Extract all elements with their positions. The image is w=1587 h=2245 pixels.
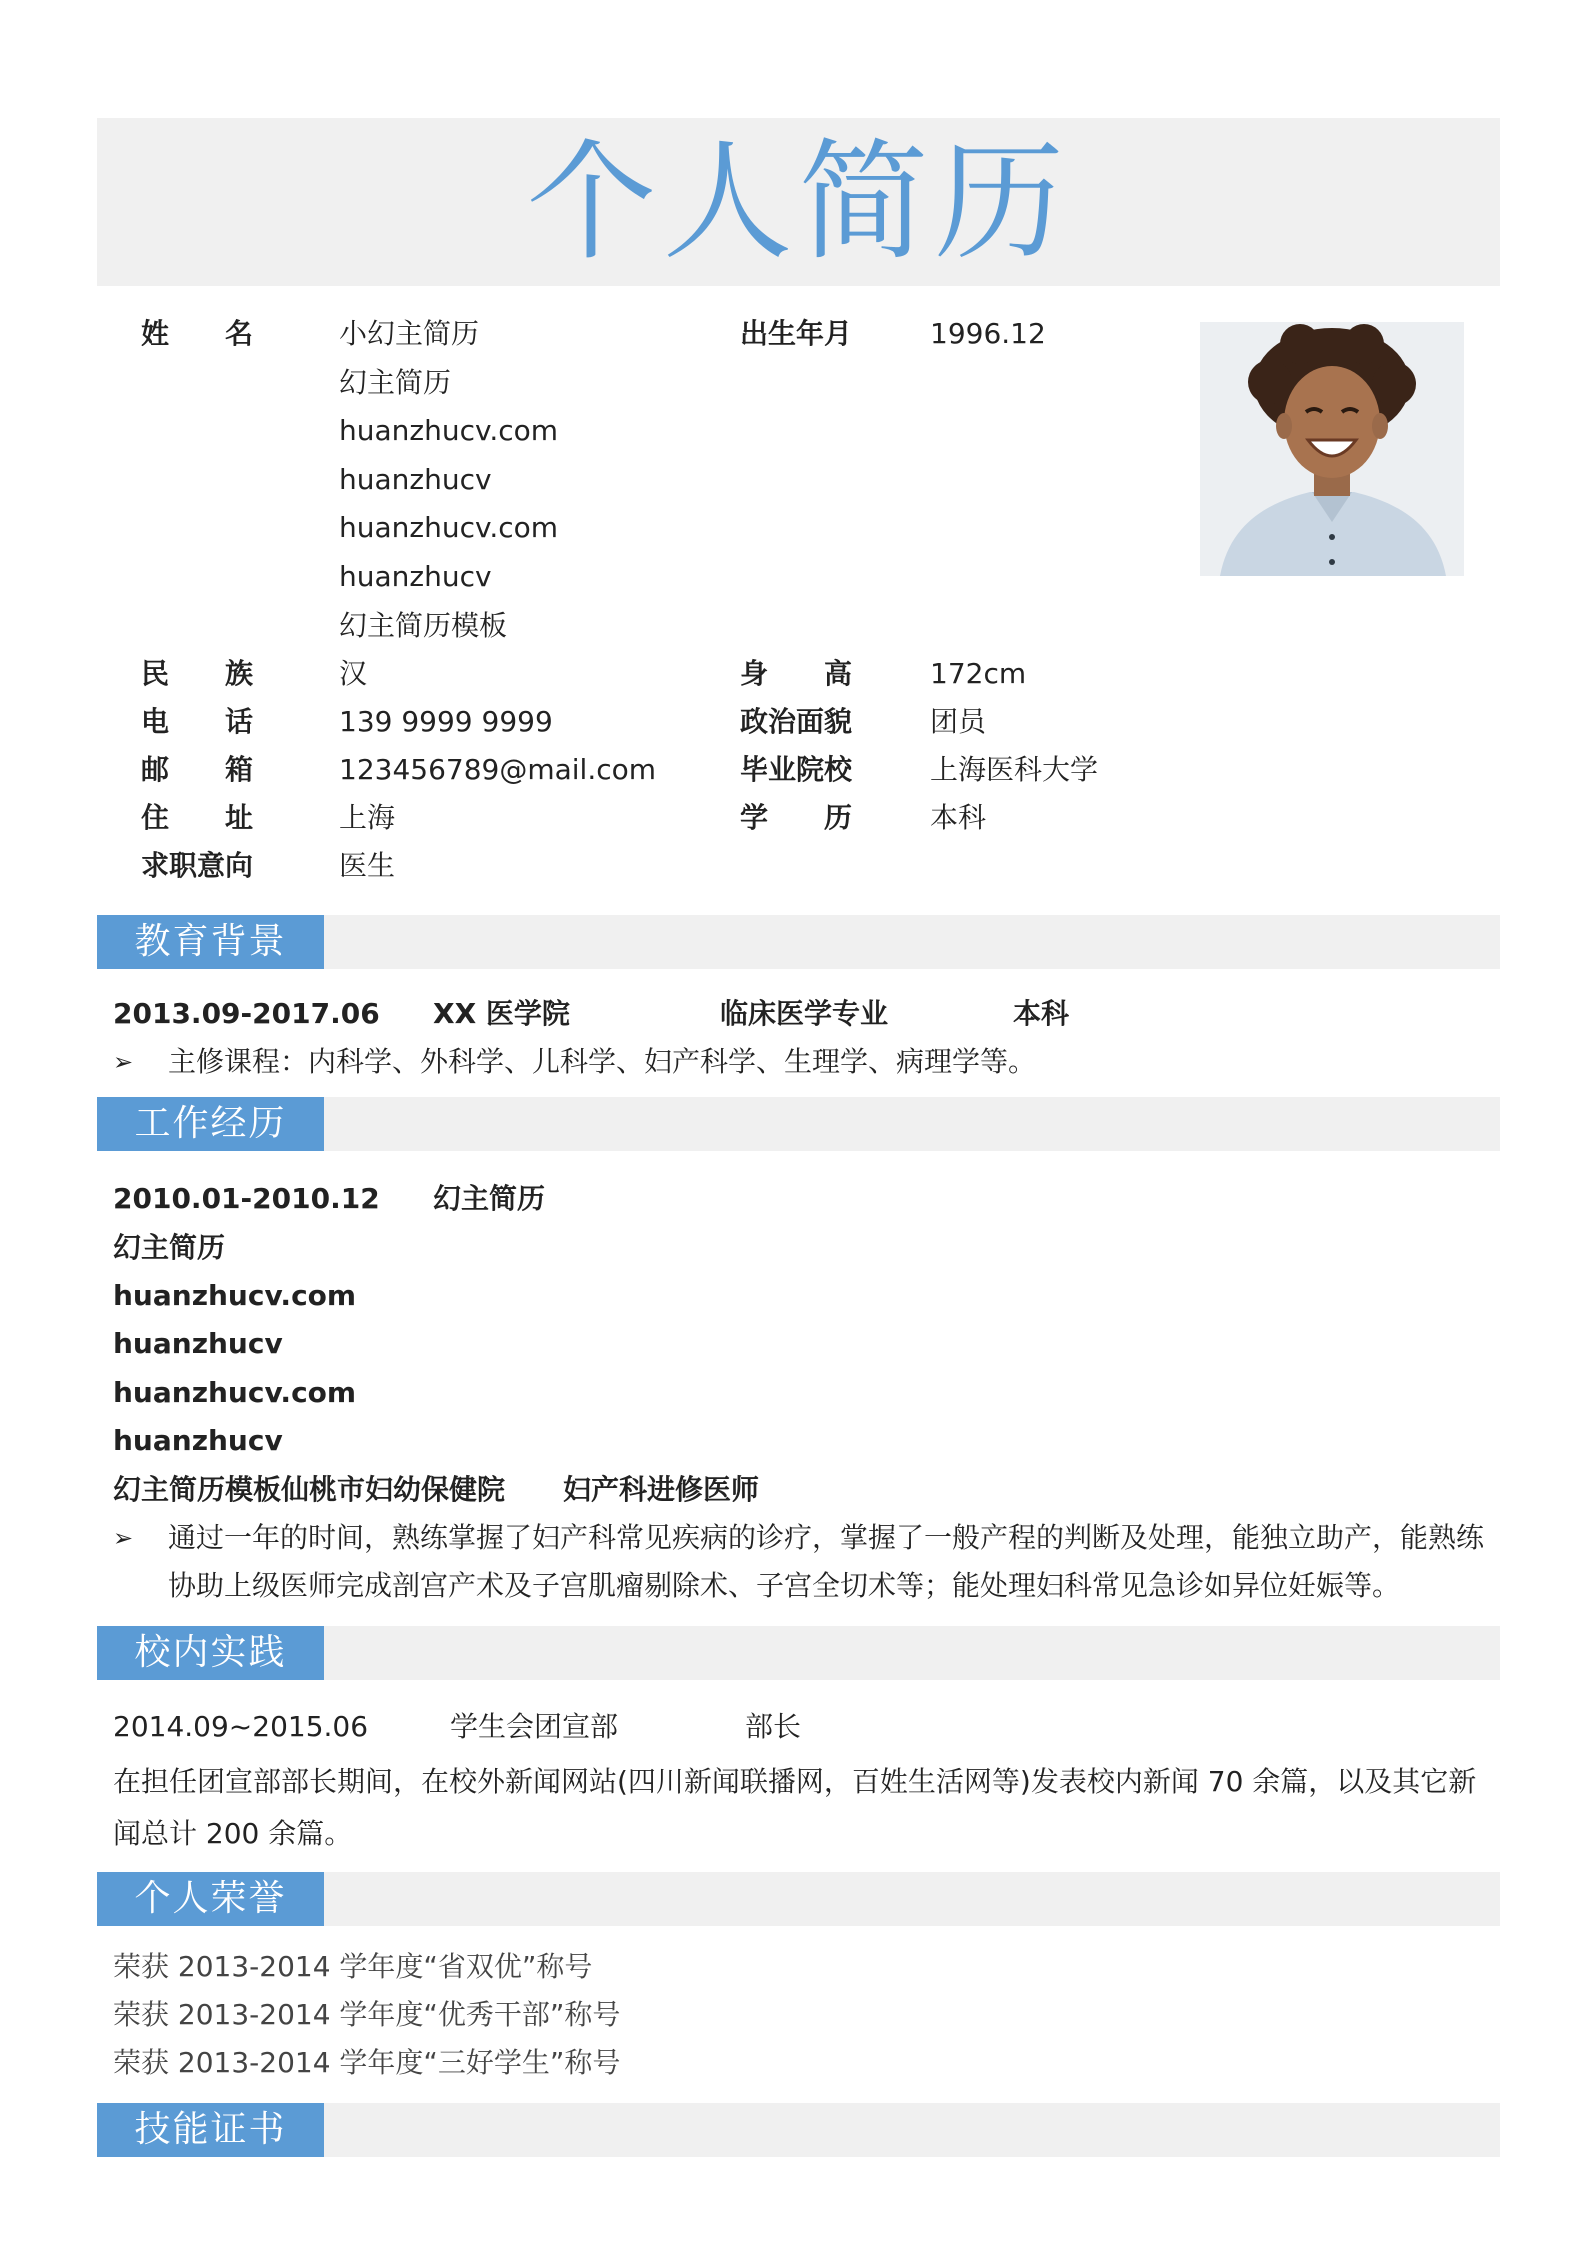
campus-period: 2014.09~2015.06 — [113, 1710, 369, 1743]
phone-value: 139 9999 9999 — [339, 705, 553, 738]
school-label: 毕业院校 — [740, 753, 853, 786]
intent-label: 求职意向 — [141, 849, 254, 882]
work-line: huanzhucv.com — [113, 1279, 357, 1312]
intent-value: 医生 — [339, 849, 396, 882]
honor-item: 荣获 2013-2014 学年度“优秀干部”称号 — [113, 1998, 621, 2031]
section-skills — [97, 2103, 1500, 2157]
work-period: 2010.01-2010.12 — [113, 1182, 380, 1215]
honor-item: 荣获 2013-2014 学年度“省双优”称号 — [113, 1950, 593, 1983]
work-line: huanzhucv — [113, 1424, 283, 1457]
degree-value: 本科 — [930, 801, 987, 834]
name-label: 姓 名 — [141, 317, 253, 350]
political-label: 政治面貌 — [740, 705, 853, 738]
birth-value: 1996.12 — [930, 317, 1046, 350]
email-label: 邮 箱 — [141, 753, 253, 786]
work-description: 通过一年的时间，熟练掌握了妇产科常见疾病的诊疗，掌握了一般产程的判断及处理，能独立助产，能熟练 协助上级医师完成剖宫产术及子宫肌瘤剔除术、子宫全切术等；能处理妇科常见急诊如异位妊娠等。 — [168, 1521, 1485, 1602]
work-place: 幻主简历模板仙桃市妇幼保健院 — [113, 1473, 506, 1506]
section-campus-title: 校内实践 — [97, 1626, 324, 1680]
address-value: 上海 — [339, 801, 396, 834]
section-education — [97, 915, 1500, 969]
resume-title: 个人简历 — [526, 126, 1071, 278]
phone-label: 电 话 — [141, 705, 253, 738]
education-courses: 主修课程：内科学、外科学、儿科学、妇产科学、生理学、病理学等。 — [168, 1045, 1037, 1078]
education-degree: 本科 — [1013, 997, 1070, 1030]
profile-photo — [1200, 322, 1464, 576]
portrait-illustration — [1200, 322, 1464, 576]
ethnic-label: 民 族 — [141, 657, 253, 690]
work-company: 幻主简历 — [433, 1182, 546, 1215]
political-value: 团员 — [930, 705, 987, 738]
address-label: 住 址 — [141, 801, 253, 834]
height-value: 172cm — [930, 657, 1027, 690]
school-value: 上海医科大学 — [930, 753, 1099, 786]
education-period: 2013.09-2017.06 — [113, 997, 380, 1030]
campus-role: 部长 — [745, 1710, 802, 1743]
ethnic-value: 汉 — [339, 657, 368, 690]
campus-org: 学生会团宣部 — [450, 1710, 619, 1743]
bullet-icon: ➢ — [113, 1524, 134, 1552]
height-label: 身 高 — [740, 657, 852, 690]
section-campus — [97, 1626, 1500, 1680]
education-major: 临床医学专业 — [720, 997, 889, 1030]
honor-item: 荣获 2013-2014 学年度“三好学生”称号 — [113, 2046, 621, 2079]
section-work-title: 工作经历 — [97, 1097, 324, 1151]
bullet-icon: ➢ — [113, 1048, 134, 1076]
campus-description: 在担任团宣部部长期间，在校外新闻网站(四川新闻联播网，百姓生活网等)发表校内新闻 70 余篇，以及其它新 闻总计 200 余篇。 — [113, 1765, 1477, 1850]
email-value: 123456789@mail.com — [339, 753, 657, 786]
degree-label: 学 历 — [740, 801, 852, 834]
section-honors-title: 个人荣誉 — [97, 1872, 324, 1926]
section-honors — [97, 1872, 1500, 1926]
work-line: 幻主简历 — [113, 1231, 226, 1264]
work-line: huanzhucv — [113, 1327, 283, 1360]
section-skills-title: 技能证书 — [97, 2103, 324, 2157]
section-education-title: 教育背景 — [97, 915, 324, 969]
name-value: 小幻主简历 幻主简历 huanzhucv.com huanzhucv huanzhucv.com huanzhucv 幻主简历模板 — [339, 317, 559, 642]
work-line: huanzhucv.com — [113, 1376, 357, 1409]
title-band — [97, 118, 1500, 286]
section-work — [97, 1097, 1500, 1151]
education-school: XX 医学院 — [433, 997, 570, 1030]
birth-label: 出生年月 — [740, 317, 853, 350]
work-role: 妇产科进修医师 — [563, 1473, 760, 1506]
